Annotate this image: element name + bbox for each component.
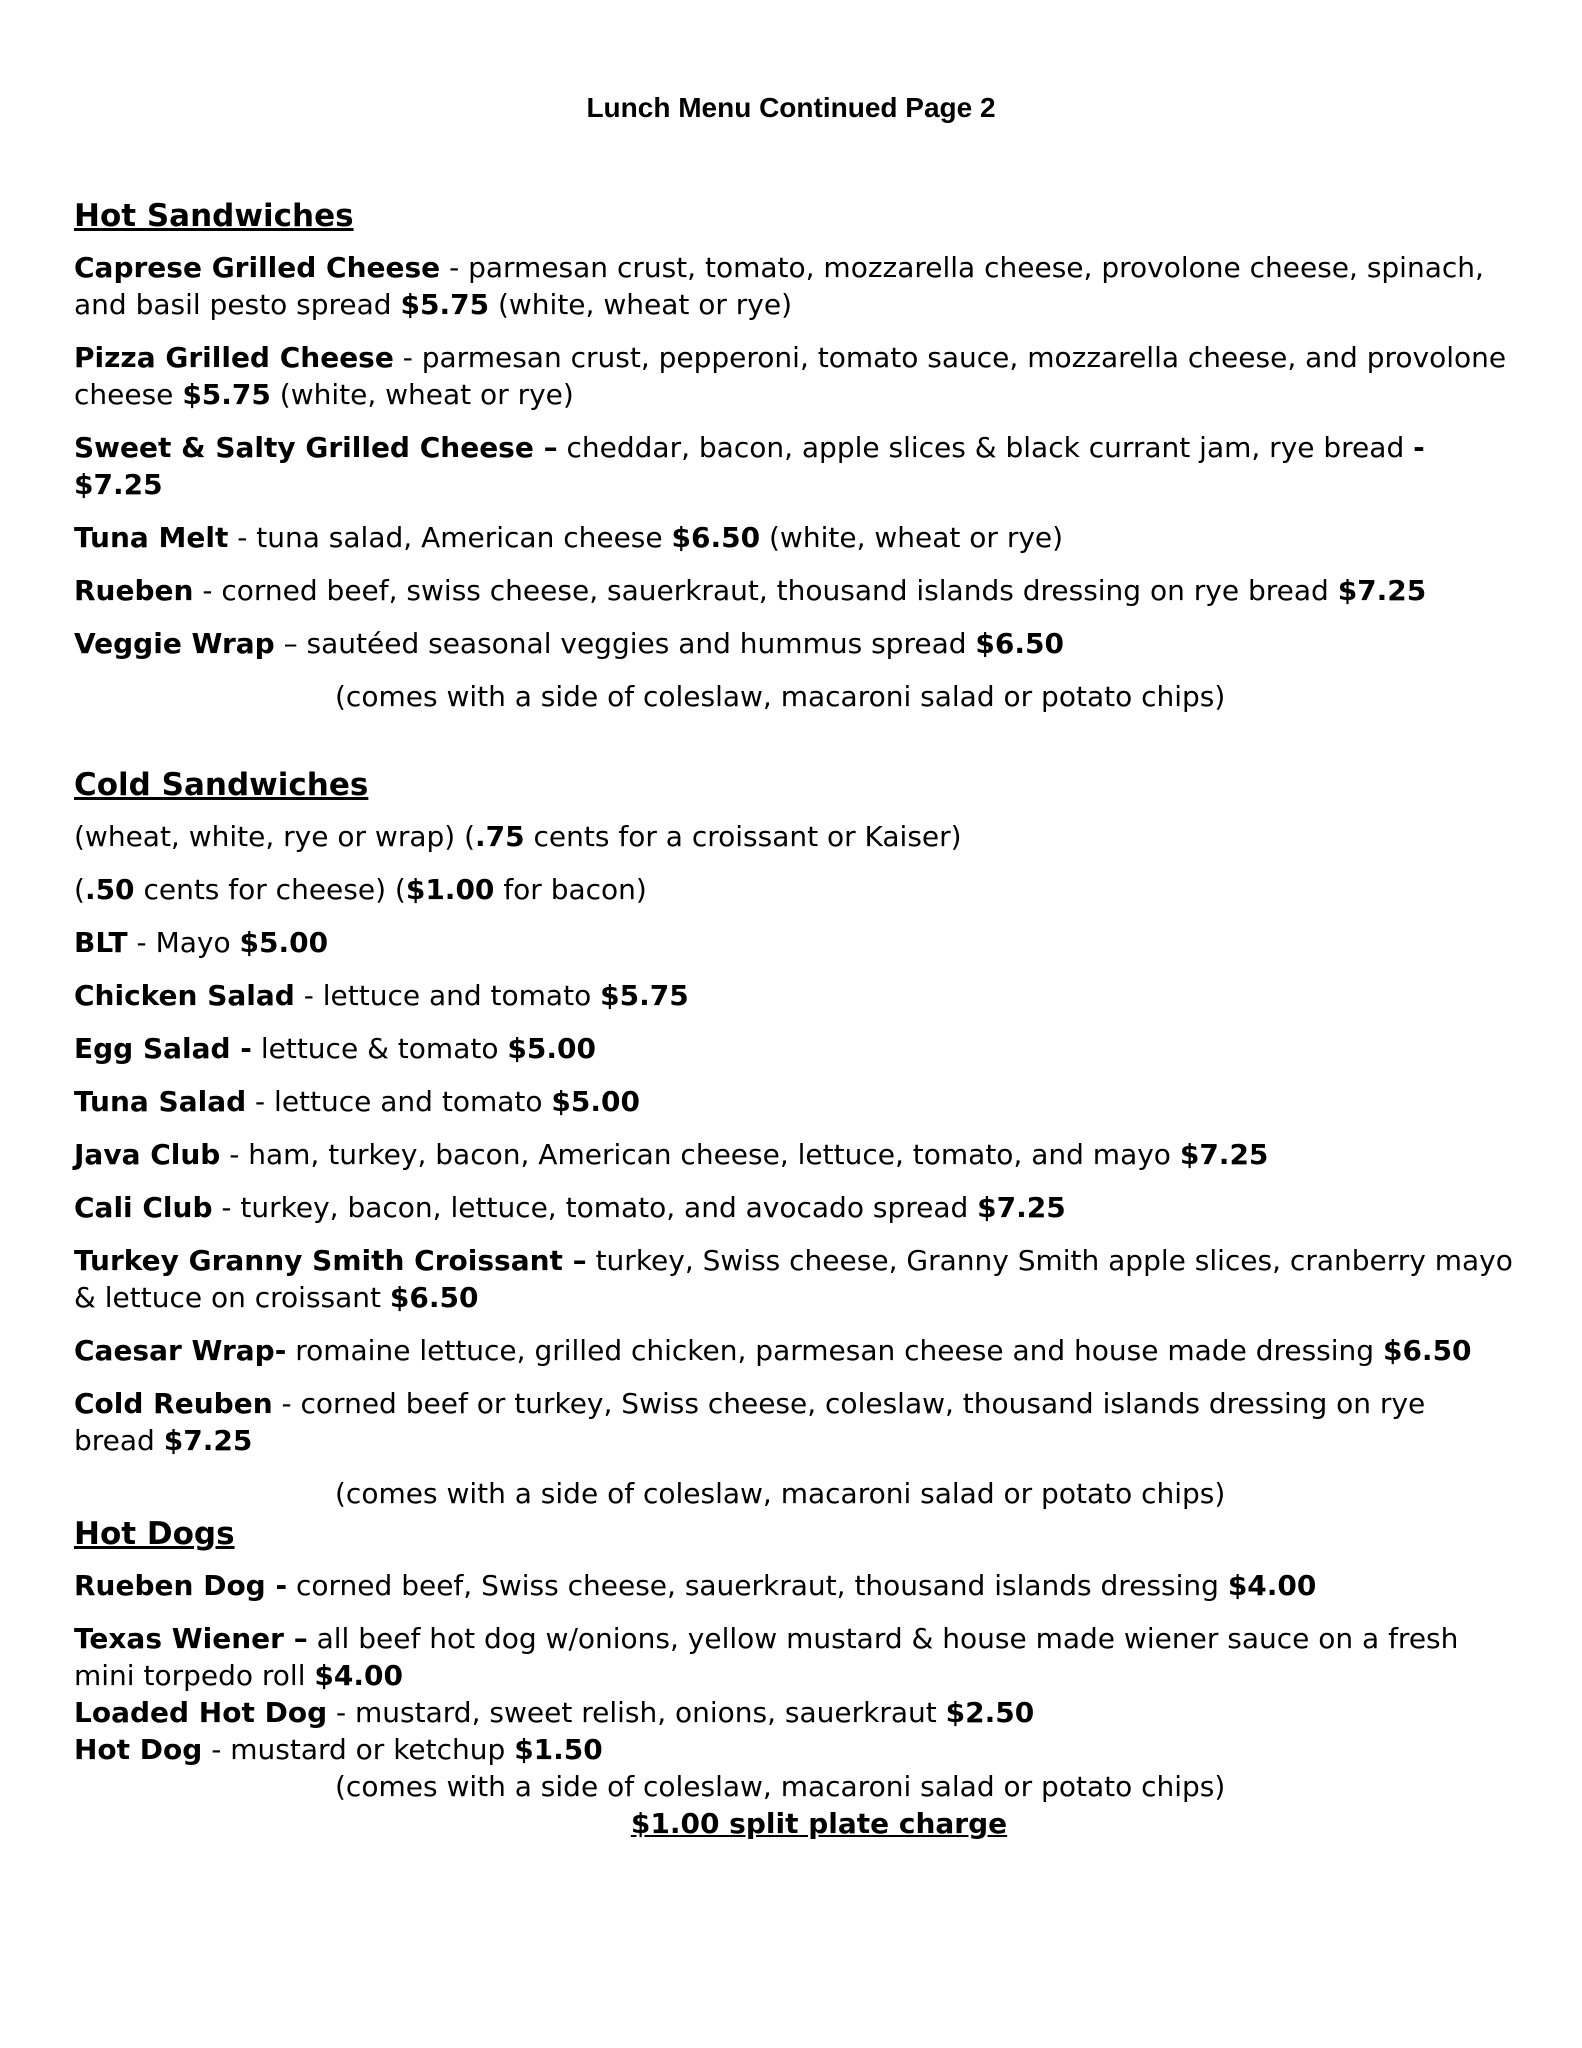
item-name: Java Club — [74, 1138, 221, 1171]
item-price: $5.00 — [507, 1032, 596, 1065]
item-price: $7.25 — [1337, 574, 1427, 607]
item-separator: - — [212, 1191, 241, 1224]
item-description: Mayo — [155, 926, 240, 959]
item-description: mustard or ketchup — [230, 1733, 515, 1766]
item-description: mustard, sweet relish, onions, sauerkraut — [355, 1696, 946, 1729]
item-price: $6.50 — [671, 521, 761, 554]
item-description: cheddar, bacon, apple slices & black currant jam, rye bread — [566, 431, 1414, 464]
item-description: ham, turkey, bacon, American cheese, lettuce, tomato, and mayo — [248, 1138, 1180, 1171]
side-note: (comes with a side of coleslaw, macaroni salad or potato chips) — [335, 1770, 1226, 1803]
addon-text: for bacon) — [494, 873, 647, 906]
menu-item — [74, 429, 1514, 503]
item-price: $6.50 — [389, 1281, 479, 1314]
item-name: Tuna Salad — [74, 1085, 247, 1118]
item-price: $7.25 — [163, 1424, 253, 1457]
addon-text: ( — [74, 873, 85, 906]
menu-item — [74, 1242, 1514, 1316]
menu-item — [74, 572, 1514, 609]
menu-item — [74, 1694, 1514, 1731]
item-description: lettuce and tomato — [274, 1085, 552, 1118]
croissant-upcharge: .75 — [475, 820, 525, 853]
menu-item — [74, 339, 1514, 413]
item-name: Cold Reuben — [74, 1387, 273, 1420]
item-separator: - — [327, 1696, 356, 1729]
item-price: $4.00 — [1227, 1569, 1317, 1602]
item-bread-options: (white, wheat or rye) — [489, 288, 793, 321]
item-description: corned beef, swiss cheese, sauerkraut, thousand islands dressing on rye bread — [221, 574, 1338, 607]
item-separator: - — [246, 1085, 275, 1118]
menu-item — [74, 924, 1514, 961]
item-separator — [286, 1334, 295, 1367]
item-separator: - — [127, 926, 156, 959]
item-description: corned beef or turkey, Swiss cheese, coleslaw, thousand islands dressing on rye bread — [74, 1387, 1426, 1457]
item-name: Caprese Grilled Cheese — [74, 251, 441, 284]
item-description: parmesan crust, tomato, mozzarella cheese, provolone cheese, spinach, and basil pesto spread — [74, 251, 1484, 321]
item-price: $5.00 — [551, 1085, 640, 1118]
item-description: all beef hot dog w/onions, yellow mustard & house made wiener sauce on a fresh mini torpedo roll — [74, 1622, 1459, 1692]
item-name: Rueben — [74, 574, 194, 607]
split-plate-charge: $1.00 split plate charge — [630, 1807, 1008, 1840]
item-name: Texas Wiener – — [74, 1622, 308, 1655]
item-description: turkey, bacon, lettuce, tomato, and avocado spread — [240, 1191, 978, 1224]
addon-line — [74, 871, 1514, 908]
item-price: $7.25 — [1179, 1138, 1269, 1171]
cheese-upcharge: .50 — [84, 873, 135, 906]
menu-item — [74, 1189, 1514, 1226]
item-name: Cali Club — [74, 1191, 213, 1224]
item-name: Pizza Grilled Cheese — [74, 341, 394, 374]
menu-item — [74, 1620, 1514, 1694]
menu-item — [74, 1385, 1514, 1459]
bread-options-text: cents for a croissant or Kaiser) — [524, 820, 962, 853]
item-separator: - — [228, 521, 257, 554]
item-price: $5.75 — [182, 378, 271, 411]
section-heading-hot-dogs: Hot Dogs — [74, 1516, 235, 1552]
item-name: Sweet & Salty Grilled Cheese – — [74, 431, 558, 464]
item-description: turkey, Swiss cheese, Granny Smith apple slices, cranberry mayo & lettuce on croissant — [74, 1244, 1513, 1314]
item-separator — [287, 1569, 296, 1602]
section-heading-hot-sandwiches: Hot Sandwiches — [74, 198, 354, 234]
item-separator: - — [220, 1138, 249, 1171]
side-note: (comes with a side of coleslaw, macaroni salad or potato chips) — [335, 680, 1226, 713]
item-description: lettuce and tomato — [322, 979, 601, 1012]
section-spacer — [74, 715, 1514, 765]
item-name: Egg Salad - — [74, 1032, 252, 1065]
item-price: $5.75 — [600, 979, 689, 1012]
item-price: $5.75 — [400, 288, 490, 321]
item-price: $7.25 — [977, 1191, 1066, 1224]
item-separator — [252, 1032, 261, 1065]
item-price: $2.50 — [945, 1696, 1035, 1729]
item-price: $4.00 — [314, 1659, 403, 1692]
item-price: $6.50 — [975, 627, 1064, 660]
item-bread-options: (white, wheat or rye) — [760, 521, 1064, 554]
item-separator — [308, 1622, 317, 1655]
item-name: Rueben Dog - — [74, 1569, 288, 1602]
item-description: parmesan crust, pepperoni, tomato sauce, mozzarella cheese, and provolone cheese — [74, 341, 1507, 411]
bread-options-text: (wheat, white, rye or wrap) ( — [74, 820, 476, 853]
item-name: Turkey Granny Smith Croissant – — [74, 1244, 587, 1277]
item-price: - $7.25 — [74, 431, 1425, 501]
item-bread-options: (white, wheat or rye) — [270, 378, 574, 411]
page-title: Lunch Menu Continued Page 2 — [586, 92, 996, 123]
item-description: sautéed seasonal veggies and hummus spread — [306, 627, 976, 660]
item-name: Caesar Wrap- — [74, 1334, 287, 1367]
menu-item — [74, 1136, 1514, 1173]
item-separator: - — [294, 979, 323, 1012]
item-name: BLT — [74, 926, 128, 959]
menu-item — [74, 625, 1514, 662]
item-description: corned beef, Swiss cheese, sauerkraut, thousand islands dressing — [296, 1569, 1228, 1602]
item-separator: – — [274, 627, 307, 660]
item-separator: - — [272, 1387, 301, 1420]
menu-content — [74, 196, 1514, 1842]
menu-item — [74, 1083, 1514, 1120]
menu-item — [74, 1731, 1514, 1768]
item-name: Hot Dog — [74, 1733, 203, 1766]
item-price: $6.50 — [1382, 1334, 1472, 1367]
item-name: Tuna Melt — [74, 521, 229, 554]
bread-options-line — [74, 818, 1514, 855]
item-name: Veggie Wrap — [74, 627, 275, 660]
item-price: $1.50 — [514, 1733, 603, 1766]
menu-item — [74, 977, 1514, 1014]
item-price: $5.00 — [239, 926, 329, 959]
item-description: lettuce & tomato — [260, 1032, 508, 1065]
menu-item — [74, 519, 1514, 556]
bacon-upcharge: $1.00 — [405, 873, 495, 906]
item-separator: - — [202, 1733, 231, 1766]
item-description: tuna salad, American cheese — [256, 521, 672, 554]
side-note: (comes with a side of coleslaw, macaroni salad or potato chips) — [335, 1477, 1226, 1510]
item-description: romaine lettuce, grilled chicken, parmesan cheese and house made dressing — [295, 1334, 1383, 1367]
section-heading-cold-sandwiches: Cold Sandwiches — [74, 767, 369, 803]
menu-item — [74, 1567, 1514, 1604]
item-separator: - — [440, 251, 469, 284]
item-separator: - — [193, 574, 222, 607]
item-separator: - — [393, 341, 422, 374]
item-name: Chicken Salad — [74, 979, 295, 1012]
menu-item — [74, 249, 1514, 323]
menu-item — [74, 1030, 1514, 1067]
item-separator — [558, 431, 567, 464]
item-name: Loaded Hot Dog — [74, 1696, 328, 1729]
menu-item — [74, 1332, 1514, 1369]
item-separator — [587, 1244, 596, 1277]
addon-text: cents for cheese) ( — [134, 873, 406, 906]
